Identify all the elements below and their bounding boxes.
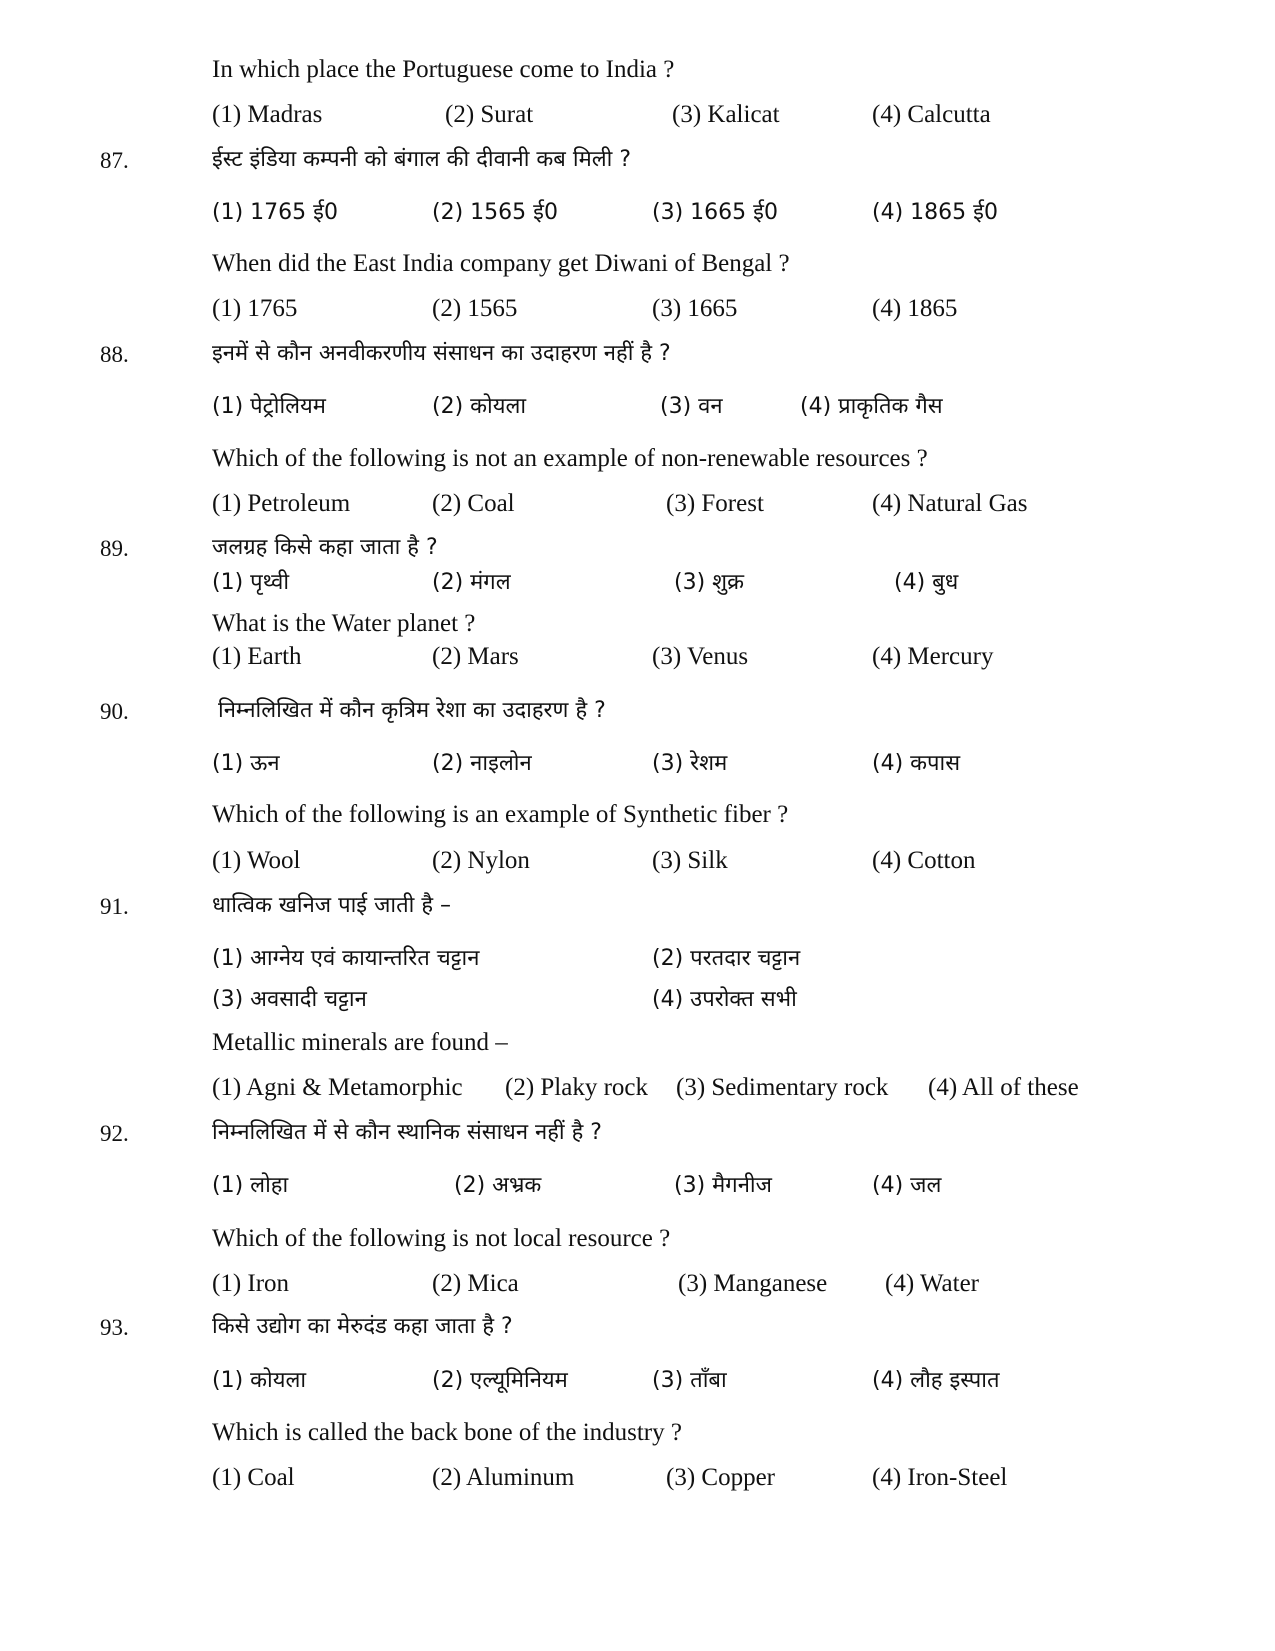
option-90-3-en: (3) Silk: [652, 847, 728, 874]
option-92-4-en: (4) Water: [885, 1270, 980, 1297]
option-92-4-hi: (4) जल: [872, 1173, 942, 1198]
option-93-2-en: (2) Aluminum: [432, 1464, 575, 1491]
option-92-3-hi: (3) मैगनीज: [674, 1173, 772, 1198]
question-number-93: 93.: [100, 1315, 129, 1340]
option-87-3-en: (3) 1665: [652, 295, 738, 322]
option-90-2-hi: (2) नाइलोन: [432, 751, 532, 776]
option-93-3-en: (3) Copper: [666, 1464, 775, 1491]
option-92-1-en: (1) Iron: [212, 1270, 290, 1297]
option-93-1-en: (1) Coal: [212, 1464, 295, 1491]
option-92-2-hi: (2) अभ्रक: [454, 1173, 542, 1198]
question-89-text-en: What is the Water planet ?: [212, 610, 476, 637]
question-92-text-en: Which of the following is not local resource ?: [212, 1225, 671, 1252]
option-92-2-en: (2) Mica: [432, 1270, 519, 1297]
option-93-1-hi: (1) कोयला: [212, 1368, 307, 1393]
option-89-4-hi: (4) बुध: [894, 570, 959, 595]
option-87-3-hi: (3) 1665 ई0: [652, 200, 778, 225]
option-88-1-en: (1) Petroleum: [212, 490, 351, 517]
option-88-1-hi: (1) पेट्रोलियम: [212, 394, 326, 419]
option-93-4-en: (4) Iron-Steel: [872, 1464, 1008, 1491]
option-89-2-en: (2) Mars: [432, 643, 519, 670]
option-87-1-hi: (1) 1765 ई0: [212, 200, 338, 225]
option-86-4-en: (4) Calcutta: [872, 101, 991, 128]
option-89-4-en: (4) Mercury: [872, 643, 994, 670]
option-89-1-hi: (1) पृथ्वी: [212, 570, 290, 595]
option-93-4-hi: (4) लौह इस्पात: [872, 1368, 1000, 1393]
option-91-1-en: (1) Agni & Metamorphic: [212, 1074, 463, 1101]
option-89-1-en: (1) Earth: [212, 643, 302, 670]
option-87-4-en: (4) 1865: [872, 295, 958, 322]
question-number-89: 89.: [100, 536, 129, 561]
question-89-text-hi: जलग्रह किसे कहा जाता है ?: [212, 535, 438, 560]
question-number-87: 87.: [100, 148, 129, 173]
option-88-2-hi: (2) कोयला: [432, 394, 527, 419]
question-number-90: 90.: [100, 699, 129, 724]
option-91-2-hi: (2) परतदार चट्टान: [652, 946, 801, 971]
option-90-1-hi: (1) ऊन: [212, 751, 280, 776]
question-90-text-hi: निम्नलिखित में कौन कृत्रिम रेशा का उदाहरण है ?: [218, 698, 606, 723]
option-91-3-hi: (3) अवसादी चट्टान: [212, 987, 367, 1012]
option-93-3-hi: (3) ताँबा: [652, 1368, 727, 1393]
option-90-1-en: (1) Wool: [212, 847, 301, 874]
option-87-2-hi: (2) 1565 ई0: [432, 200, 558, 225]
question-92-text-hi: निम्नलिखित में से कौन स्थानिक संसाधन नहीं है ?: [212, 1120, 602, 1145]
option-89-2-hi: (2) मंगल: [432, 570, 511, 595]
option-93-2-hi: (2) एल्यूमिनियम: [432, 1368, 568, 1393]
question-88-text-en: Which of the following is not an example of non-renewable resources ?: [212, 445, 928, 472]
option-89-3-hi: (3) शुक्र: [674, 570, 745, 595]
option-88-3-hi: (3) वन: [660, 394, 723, 419]
question-90-text-en: Which of the following is an example of Synthetic fiber ?: [212, 801, 789, 828]
question-86-text-en: In which place the Portuguese come to India ?: [212, 56, 675, 83]
option-90-3-hi: (3) रेशम: [652, 751, 728, 776]
option-87-1-en: (1) 1765: [212, 295, 298, 322]
question-88-text-hi: इनमें से कौन अनवीकरणीय संसाधन का उदाहरण नहीं है ?: [212, 341, 671, 366]
question-number-91: 91.: [100, 894, 129, 919]
option-86-3-en: (3) Kalicat: [672, 101, 780, 128]
option-87-4-hi: (4) 1865 ई0: [872, 200, 998, 225]
question-93-text-hi: किसे उद्योग का मेरुदंड कहा जाता है ?: [212, 1314, 513, 1339]
option-90-2-en: (2) Nylon: [432, 847, 530, 874]
question-91-text-hi: धात्विक खनिज पाई जाती है –: [212, 893, 452, 918]
question-number-92: 92.: [100, 1121, 129, 1146]
option-89-3-en: (3) Venus: [652, 643, 749, 670]
option-91-4-en: (4) All of these: [928, 1074, 1079, 1101]
option-88-4-hi: (4) प्राकृतिक गैस: [800, 394, 943, 419]
option-91-3-en: (3) Sedimentary rock: [676, 1074, 889, 1101]
option-86-2-en: (2) Surat: [445, 101, 534, 128]
question-93-text-en: Which is called the back bone of the industry ?: [212, 1419, 682, 1446]
question-87-text-hi: ईस्ट इंडिया कम्पनी को बंगाल की दीवानी कब मिली ?: [212, 147, 632, 172]
question-87-text-en: When did the East India company get Diwani of Bengal ?: [212, 250, 790, 277]
option-90-4-en: (4) Cotton: [872, 847, 976, 874]
option-88-4-en: (4) Natural Gas: [872, 490, 1028, 517]
question-number-88: 88.: [100, 342, 129, 367]
option-91-2-en: (2) Plaky rock: [505, 1074, 649, 1101]
option-91-4-hi: (4) उपरोक्त सभी: [652, 987, 797, 1012]
option-86-1-en: (1) Madras: [212, 101, 323, 128]
question-91-text-en: Metallic minerals are found –: [212, 1029, 508, 1056]
option-91-1-hi: (1) आग्नेय एवं कायान्तरित चट्टान: [212, 946, 480, 971]
option-90-4-hi: (4) कपास: [872, 751, 961, 776]
option-92-3-en: (3) Manganese: [678, 1270, 828, 1297]
option-88-2-en: (2) Coal: [432, 490, 515, 517]
option-87-2-en: (2) 1565: [432, 295, 518, 322]
option-92-1-hi: (1) लोहा: [212, 1173, 289, 1198]
option-88-3-en: (3) Forest: [666, 490, 764, 517]
